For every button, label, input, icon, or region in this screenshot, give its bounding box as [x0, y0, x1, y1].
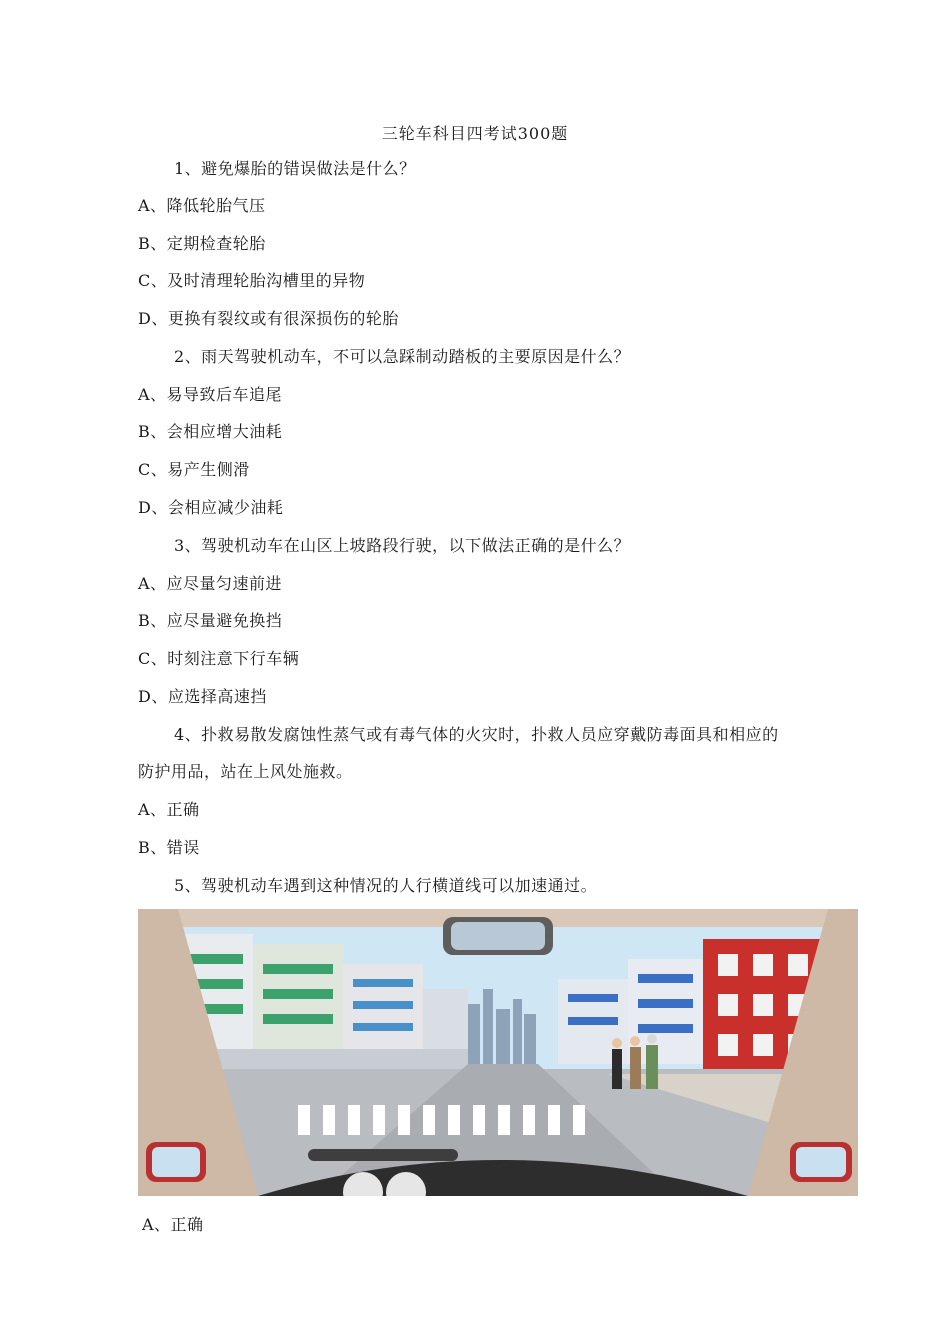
question-1-option-d: D、更换有裂纹或有很深损伤的轮胎	[138, 309, 399, 328]
question-5: 5、驾驶机动车遇到这种情况的人行横道线可以加速通过。	[174, 876, 598, 895]
crosswalk-scene-illustration	[138, 909, 858, 1196]
question-3-option-b: B、应尽量避免换挡	[138, 611, 283, 630]
question-2-option-d: D、会相应减少油耗	[138, 498, 284, 517]
question-3-option-d: D、应选择高速挡	[138, 687, 267, 706]
question-4-continuation: 防护用品，站在上风处施救。	[138, 762, 353, 781]
question-2-option-b: B、会相应增大油耗	[138, 422, 283, 441]
page-title: 三轮车科目四考试300题	[381, 124, 569, 143]
question-3-option-c: C、时刻注意下行车辆	[138, 649, 300, 668]
question-4: 4、扑救易散发腐蚀性蒸气或有毒气体的火灾时，扑救人员应穿戴防毒面具和相应的	[174, 725, 779, 744]
question-1-option-a: A、降低轮胎气压	[138, 196, 266, 215]
question-5-option-a: A、正确	[142, 1215, 204, 1234]
question-3-option-a: A、应尽量匀速前进	[138, 574, 283, 593]
question-1-option-b: B、定期检查轮胎	[138, 234, 266, 253]
question-2: 2、雨天驾驶机动车，不可以急踩制动踏板的主要原因是什么？	[174, 347, 631, 366]
question-3: 3、驾驶机动车在山区上坡路段行驶，以下做法正确的是什么？	[174, 536, 631, 555]
question-4-option-a: A、正确	[138, 800, 200, 819]
question-4-option-b: B、错误	[138, 838, 200, 857]
question-1: 1、避免爆胎的错误做法是什么？	[174, 159, 416, 178]
question-1-option-c: C、及时清理轮胎沟槽里的异物	[138, 271, 366, 290]
question-2-option-c: C、易产生侧滑	[138, 460, 250, 479]
question-2-option-a: A、易导致后车追尾	[138, 385, 283, 404]
